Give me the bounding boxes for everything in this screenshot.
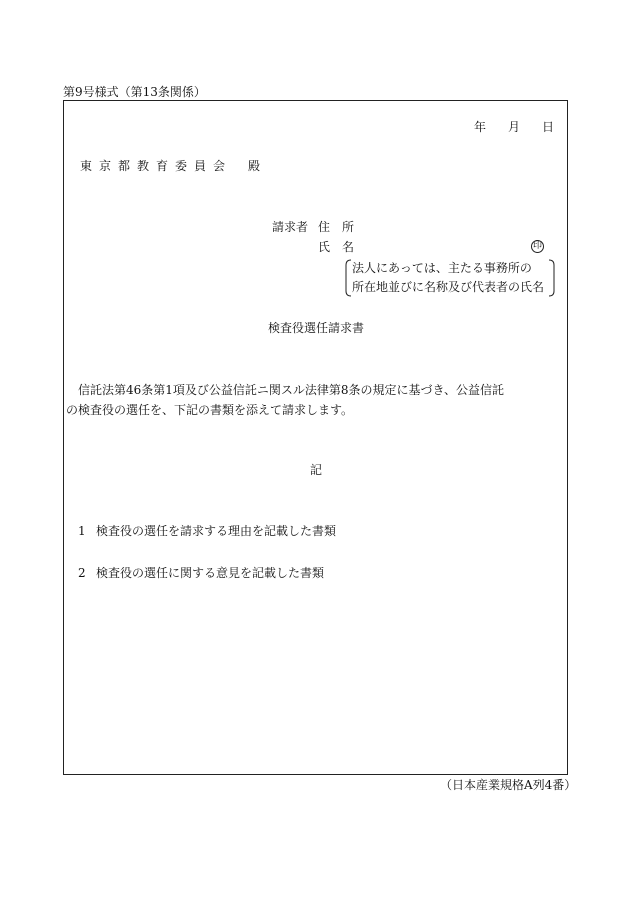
document-title: 検査役選任請求書 [268,321,365,335]
paper-size-note: （日本産業規格A列4番） [440,778,577,792]
corporate-note [344,258,556,298]
addressee-honorific: 殿 [248,159,261,173]
applicant-label: 請求者 [272,220,309,234]
form-number: 第9号様式（第13条関係） [63,85,206,99]
item-1-number: 1 [78,524,86,538]
corporate-note-line1: 法人にあっては、主たる事務所の [352,261,532,275]
seal-icon: 印 [532,241,542,251]
addressee-name: 東京都教育委員会 [80,159,233,173]
item-2-number: 2 [78,566,86,580]
corporate-note-line2: 所在地並びに名称及び代表者の氏名 [352,280,545,294]
ki-label: 記 [310,463,323,477]
body-line-1: 信託法第46条第1項及び公益信託ニ関スル法律第8条の規定に基づき、公益信託 [66,383,505,397]
item-1-text: 検査役の選任を請求する理由を記載した書類 [96,524,337,538]
date-month-label: 月 [508,120,521,134]
date-day-label: 日 [542,120,555,134]
form-frame [63,100,568,775]
body-line-2: の検査役の選任を、下記の書類を添えて請求します。 [66,403,354,417]
item-2-text: 検査役の選任に関する意見を記載した書類 [96,566,325,580]
applicant-address-label: 住 所 [318,220,355,234]
date-year-label: 年 [474,120,487,134]
applicant-name-label: 氏 名 [318,240,355,254]
